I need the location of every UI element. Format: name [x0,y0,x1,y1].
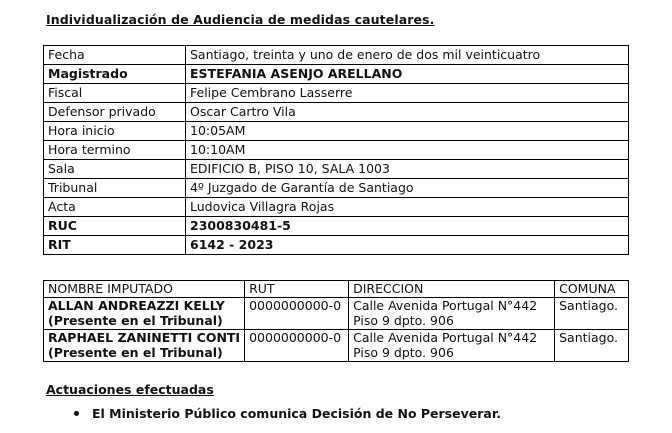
imputado-address-cell [349,329,555,361]
imputado-name-cell [44,329,245,361]
imputado-name: ALLAN ANDREAZZI KELLY [48,297,225,313]
table-row [44,46,629,65]
address-line-1: Calle Avenida Portugal N°442 [353,329,538,345]
address-line-2: Piso 9 dpto. 906 [353,345,454,360]
document-title: Individualización de Audiencia de medidas cautelares. [46,12,435,27]
address-line-1: Calle Avenida Portugal N°442 [353,297,538,313]
table-row [44,179,629,198]
actuaciones-heading: Actuaciones efectuadas [46,382,214,397]
bullet-icon [74,411,79,416]
table-row [44,103,629,122]
detail-label: Hora inicio [44,122,186,141]
column-header: COMUNA [555,281,629,298]
table-row [44,329,629,361]
table-row [44,236,629,255]
detail-value: Ludovica Villagra Rojas [186,198,629,217]
detail-label: Sala [44,160,186,179]
detail-label: Fecha [44,46,186,65]
table-row [44,297,629,329]
imputado-rut: 0000000000-0 [245,329,349,361]
imputado-name: RAPHAEL ZANINETTI CONTI [48,329,241,345]
actuacion-item [74,406,501,421]
detail-label: Fiscal [44,84,186,103]
detail-value: Santiago, treinta y uno de enero de dos mil veinticuatro [186,46,629,65]
detail-value: 2300830481-5 [186,217,629,236]
address-line-2: Piso 9 dpto. 906 [353,313,454,328]
column-header: DIRECCION [349,281,555,298]
imputado-name-cell [44,297,245,329]
imputado-comuna: Santiago. [555,329,629,361]
hearing-details-table [43,45,629,255]
detail-value: ESTEFANIA ASENJO ARELLANO [186,65,629,84]
detail-label: Tribunal [44,179,186,198]
detail-value: 6142 - 2023 [186,236,629,255]
detail-value: 4º Juzgado de Garantía de Santiago [186,179,629,198]
table-row [44,160,629,179]
actuacion-text: El Ministerio Público comunica Decisión de No Perseverar. [92,406,501,421]
imputado-status: (Presente en el Tribunal) [48,313,223,328]
imputado-status: (Presente en el Tribunal) [48,345,223,360]
imputado-address-cell [349,297,555,329]
table-row [44,141,629,160]
detail-label: Magistrado [44,65,186,84]
detail-value: Felipe Cembrano Lasserre [186,84,629,103]
detail-value: Oscar Cartro Vila [186,103,629,122]
imputados-table [43,280,629,362]
detail-label: Hora termino [44,141,186,160]
imputado-comuna: Santiago. [555,297,629,329]
table-row [44,84,629,103]
column-header: NOMBRE IMPUTADO [44,281,245,298]
table-row [44,65,629,84]
detail-label: Defensor privado [44,103,186,122]
table-row [44,122,629,141]
detail-value: 10:05AM [186,122,629,141]
detail-value: 10:10AM [186,141,629,160]
detail-label: RIT [44,236,186,255]
table-row [44,217,629,236]
detail-label: Acta [44,198,186,217]
detail-value: EDIFICIO B, PISO 10, SALA 1003 [186,160,629,179]
column-header: RUT [245,281,349,298]
detail-label: RUC [44,217,186,236]
imputado-rut: 0000000000-0 [245,297,349,329]
table-header-row [44,281,629,298]
table-row [44,198,629,217]
